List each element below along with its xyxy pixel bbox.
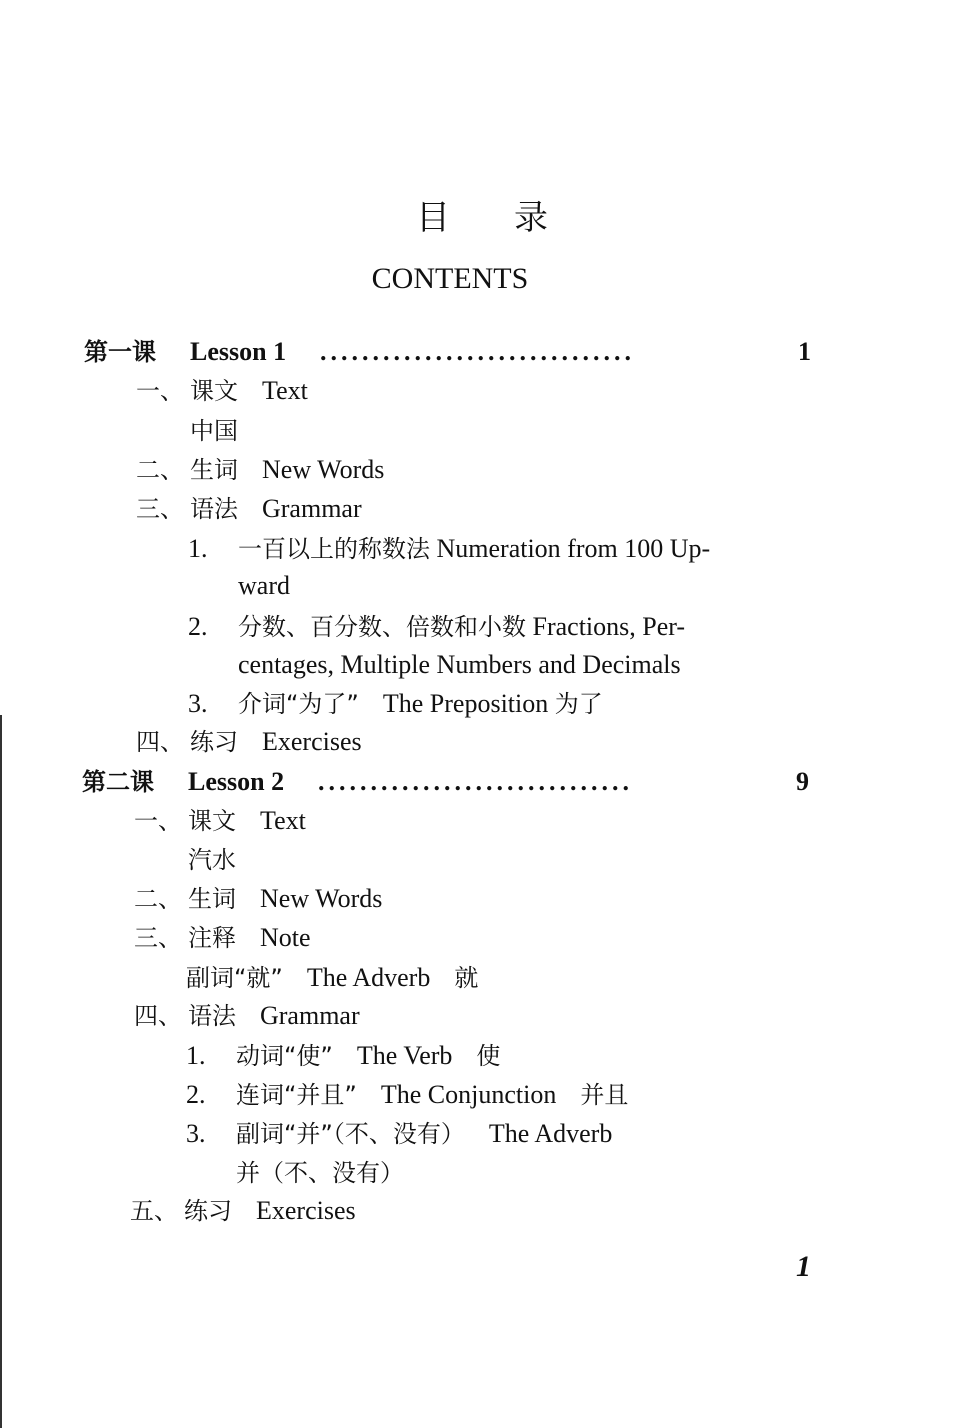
item-en: The Adverb [306, 963, 431, 992]
grammar-item-2[interactable] [188, 612, 685, 642]
item-index: 1. [188, 534, 208, 563]
item-en: The Preposition [382, 689, 549, 718]
section-new-words[interactable] [136, 455, 384, 485]
section-grammar[interactable] [136, 494, 362, 524]
section-cn: 语法 [190, 495, 238, 523]
section-en: Grammar [260, 1001, 360, 1030]
scan-edge-line [0, 715, 2, 1428]
section-en: New Words [262, 455, 385, 484]
grammar-item-3[interactable] [186, 1119, 612, 1149]
item-continuation: ward [238, 571, 290, 600]
item-cn-term: 就 [454, 964, 479, 992]
leader-dots: .............................. [320, 337, 635, 366]
page-title-english: CONTENTS [371, 262, 529, 295]
grammar-item-1[interactable] [186, 1041, 500, 1071]
lesson-label: Lesson 1 [190, 337, 287, 366]
item-cn: 副词“就” [186, 964, 283, 992]
section-cn: 练习 [184, 1197, 232, 1225]
grammar-item-1[interactable] [188, 534, 710, 564]
item-cn: 动词“使” [236, 1042, 333, 1070]
section-index: 一、 [136, 377, 184, 405]
lesson-1-heading[interactable] [84, 337, 811, 367]
section-text[interactable] [136, 376, 308, 406]
page-folio: 1 [796, 1250, 811, 1283]
grammar-item-2[interactable] [186, 1080, 628, 1110]
item-cn-term: 使 [476, 1042, 501, 1070]
page-number: 1 [798, 337, 811, 366]
section-text[interactable] [134, 806, 306, 836]
item-index: 1. [186, 1041, 206, 1070]
item-cn: 分数、百分数、倍数和小数 [238, 613, 526, 641]
item-en: The Adverb [488, 1119, 613, 1148]
text-title-cn: 汽水 [188, 846, 236, 874]
leader-dots: .............................. [318, 767, 633, 796]
item-cn: 副词“并”（不、没有） [236, 1120, 465, 1148]
item-en: Fractions, Per- [532, 612, 686, 641]
section-exercises[interactable] [136, 727, 362, 757]
item-index: 3. [188, 689, 208, 718]
section-en: Text [262, 376, 308, 405]
item-cn-term: 并且 [580, 1081, 629, 1109]
section-en: Grammar [262, 494, 362, 523]
section-cn: 练习 [190, 728, 238, 756]
page-number: 9 [796, 767, 809, 796]
grammar-item-1-continued [238, 571, 290, 601]
note-item[interactable] [186, 963, 478, 993]
item-index: 2. [186, 1080, 206, 1109]
section-cn: 注释 [188, 924, 236, 952]
item-cn: 介词“为了” [238, 690, 359, 718]
section-index: 四、 [134, 1002, 182, 1030]
item-en: Numeration from 100 Up- [436, 534, 711, 563]
section-cn: 生词 [190, 456, 238, 484]
section-en: New Words [260, 884, 383, 913]
section-en: Exercises [262, 727, 362, 756]
section-index: 五、 [130, 1197, 178, 1225]
item-cn: 连词“并且” [236, 1081, 357, 1109]
section-cn: 课文 [190, 377, 238, 405]
section-index: 三、 [136, 495, 184, 523]
text-title [188, 845, 236, 875]
section-index: 二、 [134, 885, 182, 913]
section-grammar[interactable] [134, 1001, 360, 1031]
grammar-item-2-continued [238, 650, 681, 680]
lesson-label: Lesson 2 [188, 767, 285, 796]
section-index: 二、 [136, 456, 184, 484]
section-index: 一、 [134, 807, 182, 835]
item-index: 3. [186, 1119, 206, 1148]
item-en: The Verb [356, 1041, 453, 1070]
section-exercises[interactable] [130, 1196, 356, 1226]
section-cn: 课文 [188, 807, 236, 835]
grammar-item-3[interactable] [188, 689, 603, 719]
section-index: 三、 [134, 924, 182, 952]
item-continuation: 并（不、没有） [236, 1159, 404, 1187]
text-title [190, 416, 238, 446]
item-en: The Conjunction [380, 1080, 557, 1109]
section-cn: 生词 [188, 885, 236, 913]
item-continuation: centages, Multiple Numbers and Decimals [238, 650, 681, 679]
section-cn: 语法 [188, 1002, 236, 1030]
item-cn-term: 为了 [554, 690, 603, 718]
lesson-number: 第二课 [82, 768, 154, 796]
section-en: Exercises [256, 1196, 356, 1225]
item-cn: 一百以上的称数法 [238, 535, 430, 563]
page-title-chinese: 目录 [416, 198, 612, 238]
section-note[interactable] [134, 923, 311, 953]
lesson-number: 第一课 [84, 338, 156, 366]
section-new-words[interactable] [134, 884, 382, 914]
section-index: 四、 [136, 728, 184, 756]
item-index: 2. [188, 612, 208, 641]
grammar-item-3-continued [236, 1158, 404, 1188]
text-title-cn: 中国 [190, 417, 238, 445]
section-en: Note [260, 923, 311, 952]
lesson-2-heading[interactable] [82, 767, 809, 797]
section-en: Text [260, 806, 306, 835]
